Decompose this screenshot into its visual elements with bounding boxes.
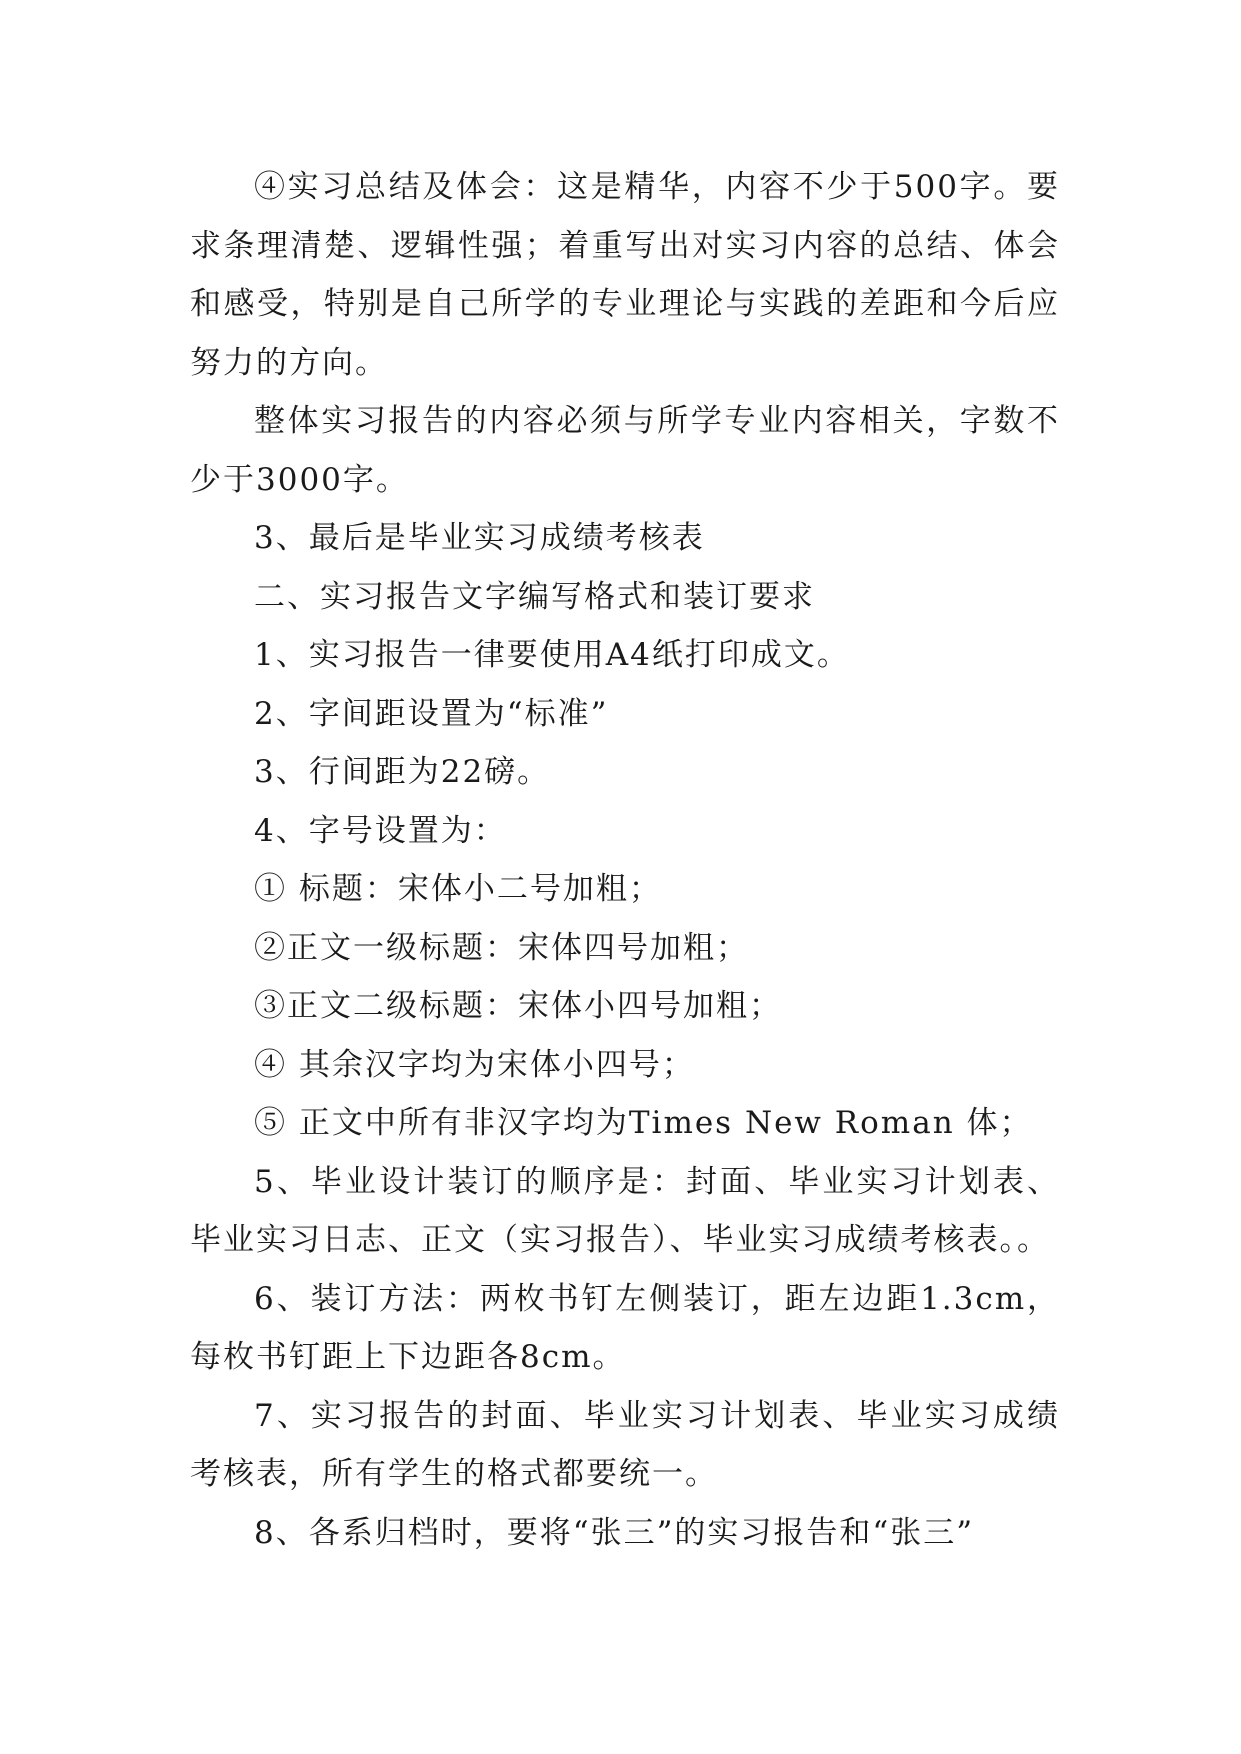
font-rule-heading-2: ③正文二级标题：宋体小四号加粗； — [254, 988, 782, 1024]
paragraph-rule-8: 8、各系归档时，要将“张三”的实习报告和“张三” — [254, 1514, 975, 1551]
paragraph-summary-requirements: ④实习总结及体会：这是精华，内容不少于500字。要求条理清楚、逻辑性强；着重写出对实习内容的总结、体会和感受，特别是自己所学的专业理论与实践的差距和今后应努力的方向。 — [190, 169, 1060, 381]
paragraph-rule-4: 4、字号设置为： — [254, 812, 507, 849]
section-heading-format: 二、实习报告文字编写格式和装订要求 — [254, 578, 815, 615]
paragraph-rule-2: 2、字间距设置为“标准” — [254, 695, 609, 732]
font-rule-heading-1: ②正文一级标题：宋体四号加粗； — [254, 929, 749, 966]
font-rule-title: ① 标题：宋体小二号加粗； — [254, 871, 662, 907]
paragraph-item-3-assessment: 3、最后是毕业实习成绩考核表 — [254, 520, 705, 556]
paragraph-rule-5: 5、毕业设计装订的顺序是：封面、毕业实习计划表、毕业实习日志、正文（实习报告）、毕业实习成绩考核表。。 — [190, 1163, 1060, 1258]
document-body — [190, 158, 1060, 1562]
paragraph-rule-6: 6、装订方法：两枚书钉左侧装订，距左边距1.3cm，每枚书钉距上下边距各8cm。 — [190, 1280, 1060, 1375]
font-rule-body-latin: ⑤ 正文中所有非汉字均为Times New Roman 体； — [254, 1105, 1033, 1141]
paragraph-rule-7: 7、实习报告的封面、毕业实习计划表、毕业实习成绩考核表，所有学生的格式都要统一。 — [190, 1397, 1060, 1492]
font-rule-body-chinese: ④ 其余汉字均为宋体小四号； — [254, 1046, 695, 1083]
paragraph-overall-requirement: 整体实习报告的内容必须与所学专业内容相关，字数不少于3000字。 — [190, 403, 1060, 498]
paragraph-rule-1: 1、实习报告一律要使用A4纸打印成文。 — [254, 637, 850, 673]
paragraph-rule-3: 3、行间距为22磅。 — [254, 754, 551, 790]
